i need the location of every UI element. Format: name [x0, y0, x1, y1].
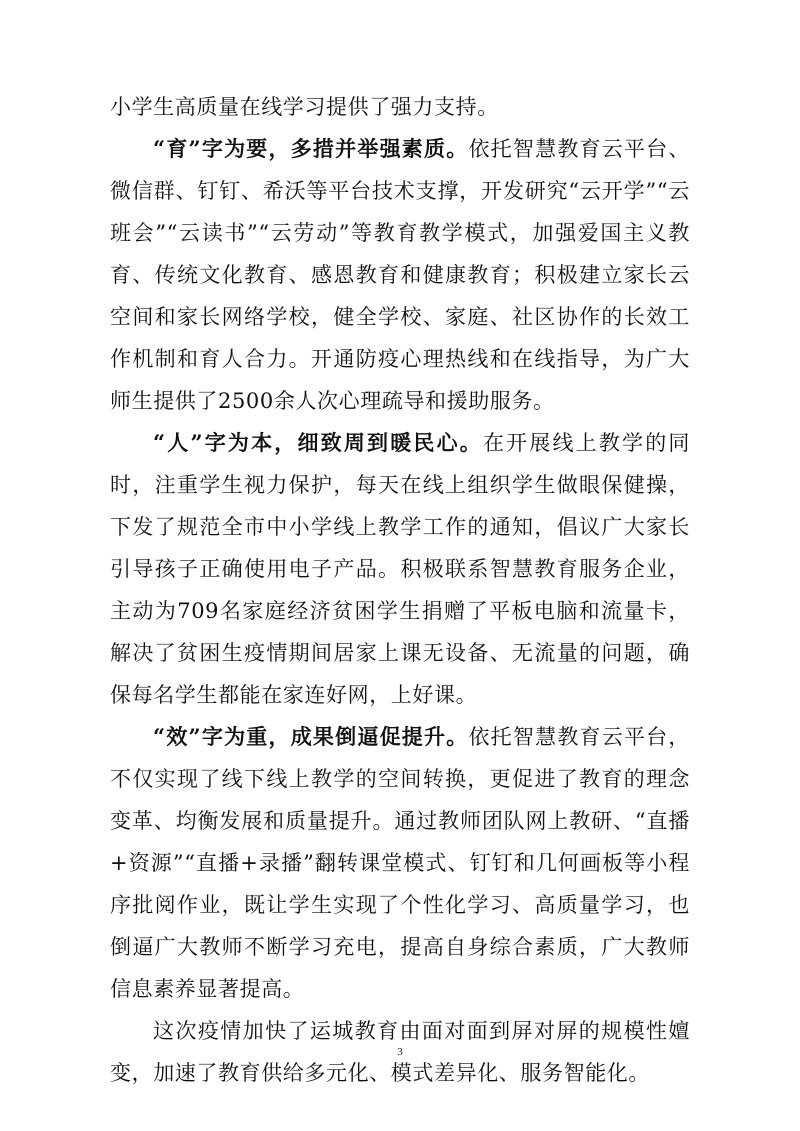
paragraph-body: 在开展线上教学的同时，注重学生视力保护，每天在线上组织学生做眼保健操，下发了规范全市中小学线上教学工作的通知，倡议广大家长引导孩子正确使用电子产品。积极联系智慧教育服务企业，主动为709名家庭经济贫困学生捐赠了平板电脑和流量卡，解决了贫困生疫情期间居家上课无设备、无流量的问题，确保每名学生都能在家连好网，上好课。 [110, 431, 690, 707]
paragraph-education [110, 128, 690, 422]
paragraph-continuation [110, 86, 690, 128]
paragraph-heading: “人”字为本，细致周到暖民心。 [153, 430, 483, 455]
body-text [110, 86, 690, 1094]
paragraph-body: 依托智慧教育云平台，不仅实现了线下线上教学的空间转换，更促进了教育的理念变革、均衡发展和质量提升。通过教师团队网上教研、“直播+资源”“直播+录播”翻转课堂模式、钉钉和几何画板等小程序批阅作业，既让学生实现了个性化学习、高质量学习，也倒逼广大教师不断学习充电，提高自身综合素质，广大教师信息素养显著提高。 [110, 725, 690, 1001]
paragraph-heading: “效”字为重，成果倒逼促提升。 [153, 724, 469, 749]
paragraph-body: 小学生高质量在线学习提供了强力支持。 [110, 95, 499, 119]
paragraph-body: 依托智慧教育云平台、微信群、钉钉、希沃等平台技术支撑，开发研究“云开学”“云班会”“云读书”“云劳动”等教育教学模式，加强爱国主义教育、传统文化教育、感恩教育和健康教育；积极建立家长云空间和家长网络学校，健全学校、家庭、社区协作的长效工作机制和育人合力。开通防疫心理热线和在线指导，为广大师生提供了2500余人次心理疏导和援助服务。 [110, 137, 690, 413]
page-number: 3 [397, 1046, 403, 1058]
paragraph-body: 这次疫情加快了运城教育由面对面到屏对屏的规模性嬗变，加速了教育供给多元化、模式差异化、服务智能化。 [110, 1019, 690, 1085]
paragraph-effect [110, 716, 690, 1010]
paragraph-heading: “育”字为要，多措并举强素质。 [153, 136, 469, 161]
paragraph-people [110, 422, 690, 716]
